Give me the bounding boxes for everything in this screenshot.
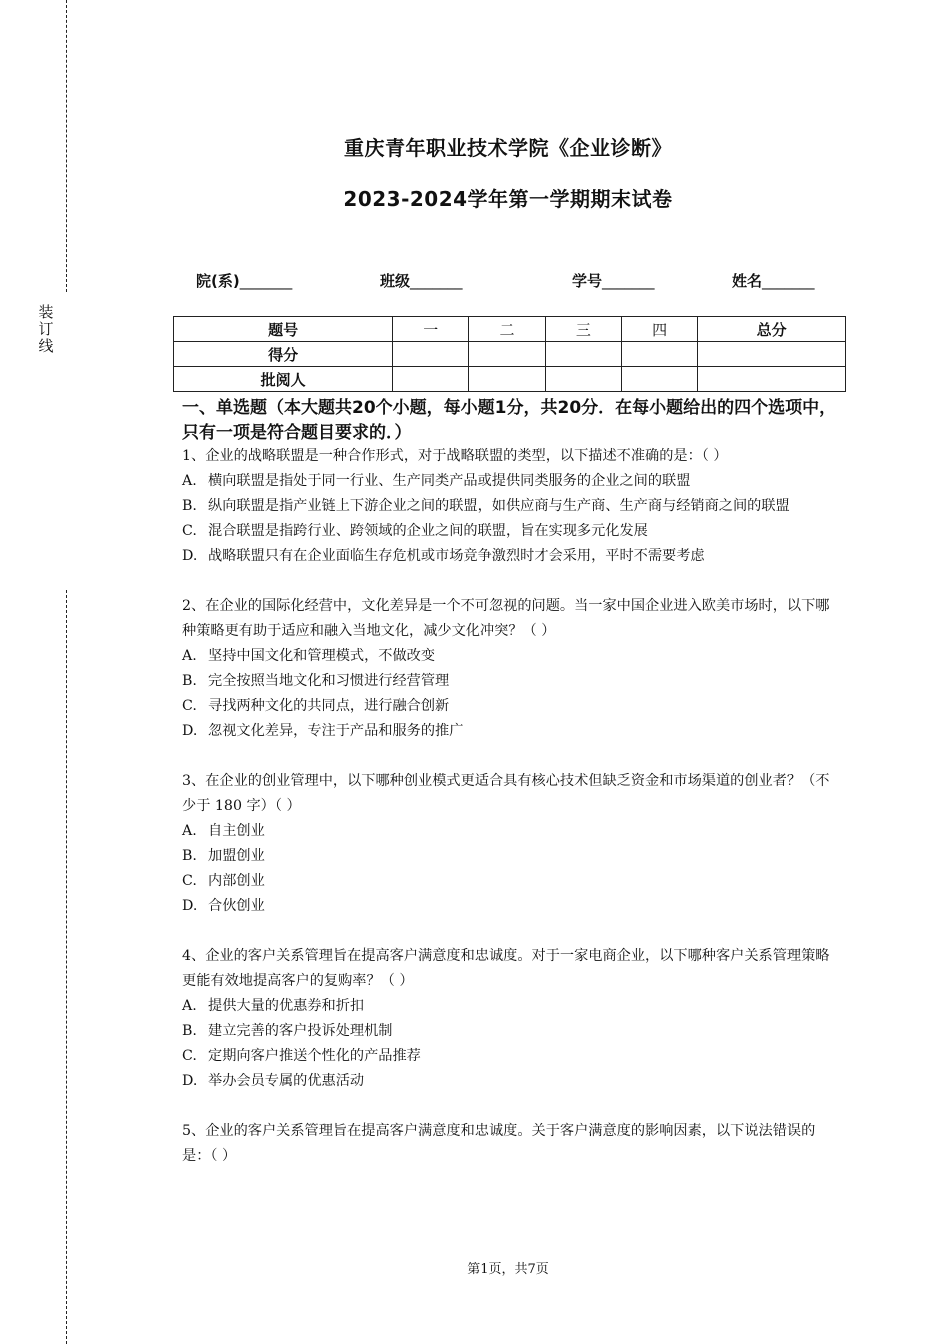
question-option: A. 提供大量的优惠券和折扣 <box>182 998 365 1014</box>
question-option: C. 混合联盟是指跨行业、跨领域的企业之间的联盟，旨在实现多元化发展 <box>182 523 648 539</box>
binding-label: 装订线 <box>38 303 54 355</box>
question-option: A. 自主创业 <box>182 823 265 839</box>
score-table-header-cell: 一 <box>393 317 469 342</box>
question-option: D. 合伙创业 <box>182 898 265 914</box>
score-table-cell <box>393 367 469 392</box>
score-table-header-cell: 二 <box>469 317 545 342</box>
question-option: B. 完全按照当地文化和习惯进行经营管理 <box>182 673 450 689</box>
binding-line-bottom <box>66 590 67 1344</box>
score-table <box>173 316 846 392</box>
question-option: D. 忽视文化差异，专注于产品和服务的推广 <box>182 723 464 739</box>
question-option: B. 加盟创业 <box>182 848 265 864</box>
question-stem: 4、企业的客户关系管理旨在提高客户满意度和忠诚度。对于一家电商企业，以下哪种客户关系管理策略更能有效地提高客户的复购率？（ ） <box>182 948 830 989</box>
score-table-row-score <box>174 342 846 367</box>
question-3 <box>182 769 842 919</box>
info-field-department: 院(系)_______ <box>196 272 293 290</box>
exam-subtitle: 2023-2024学年第一学期期末试卷 <box>343 187 673 211</box>
info-field-class: 班级_______ <box>380 272 463 290</box>
score-table-header-cell: 总分 <box>698 317 846 342</box>
question-option: C. 寻找两种文化的共同点，进行融合创新 <box>182 698 450 714</box>
question-option: B. 纵向联盟是指产业链上下游企业之间的联盟，如供应商与生产商、生产商与经销商之间的联盟 <box>182 498 790 514</box>
score-table-row-reviewer <box>174 367 846 392</box>
question-option: A. 横向联盟是指处于同一行业、生产同类产品或提供同类服务的企业之间的联盟 <box>182 473 691 489</box>
exam-title: 重庆青年职业技术学院《企业诊断》 <box>344 136 672 160</box>
section-title: 一、单选题（本大题共20个小题，每小题1分，共20分．在每小题给出的四个选项中，只有一项是符合题目要求的．） <box>182 398 837 443</box>
info-field-student-id: 学号_______ <box>572 272 655 290</box>
score-table-header-cell: 题号 <box>174 317 393 342</box>
question-5 <box>182 1119 842 1169</box>
question-option: D. 举办会员专属的优惠活动 <box>182 1073 365 1089</box>
question-4 <box>182 944 842 1094</box>
question-stem: 1、企业的战略联盟是一种合作形式，对于战略联盟的类型，以下描述不准确的是：（ ） <box>182 448 728 464</box>
question-option: A. 坚持中国文化和管理模式，不做改变 <box>182 648 436 664</box>
score-table-row-label: 得分 <box>174 342 393 367</box>
score-table-cell <box>698 367 846 392</box>
question-1 <box>182 444 842 569</box>
score-table-cell <box>621 367 697 392</box>
score-table-cell <box>469 367 545 392</box>
question-2 <box>182 594 842 744</box>
score-table-cell <box>698 342 846 367</box>
question-option: D. 战略联盟只有在企业面临生存危机或市场竞争激烈时才会采用，平时不需要考虑 <box>182 548 705 564</box>
question-stem: 2、在企业的国际化经营中，文化差异是一个不可忽视的问题。当一家中国企业进入欧美市场时，以下哪种策略更有助于适应和融入当地文化，减少文化冲突？（ ） <box>182 598 830 639</box>
score-table-header-cell: 四 <box>621 317 697 342</box>
info-field-name: 姓名_______ <box>732 272 815 290</box>
score-table-cell <box>545 342 621 367</box>
question-option: C. 内部创业 <box>182 873 265 889</box>
score-table-cell <box>393 342 469 367</box>
question-option: C. 定期向客户推送个性化的产品推荐 <box>182 1048 421 1064</box>
score-table-cell <box>469 342 545 367</box>
question-list <box>182 444 842 1194</box>
question-option: B. 建立完善的客户投诉处理机制 <box>182 1023 393 1039</box>
score-table-cell <box>545 367 621 392</box>
score-table-header-row <box>174 317 846 342</box>
score-table-header-cell: 三 <box>545 317 621 342</box>
score-table-row-label: 批阅人 <box>174 367 393 392</box>
page-number: 第1页，共7页 <box>467 1262 549 1277</box>
score-table-cell <box>621 342 697 367</box>
question-stem: 3、在企业的创业管理中，以下哪种创业模式更适合具有核心技术但缺乏资金和市场渠道的创业者？（不少于 180 字）（ ） <box>182 773 830 814</box>
question-stem: 5、企业的客户关系管理旨在提高客户满意度和忠诚度。关于客户满意度的影响因素，以下说法错误的是：（ ） <box>182 1123 816 1164</box>
